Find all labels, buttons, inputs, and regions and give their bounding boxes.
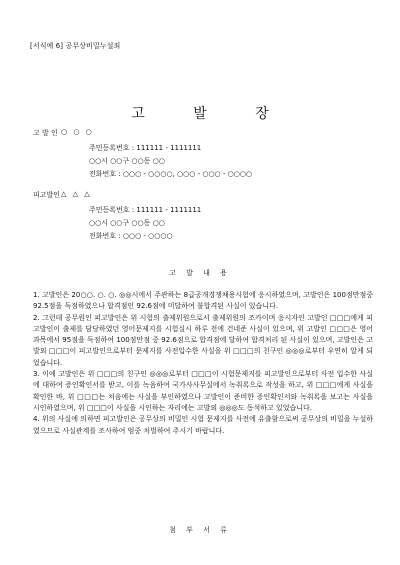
section-title: 고 발 내 용 (169, 269, 231, 277)
accused-name: △ △ △ (61, 190, 92, 198)
paragraph: 4. 위의 사실에 의하면 피고발인은 공무상의 비밀인 시험 문제지를 사전에 유출함으로써 공무상의 비밀을 누설하였으므로 사실관계를 조사하여 엄중 처벌하여 주시기 바랍니다. (33, 415, 373, 435)
document-title: 고 발 장 (131, 106, 291, 122)
paragraph: 3. 이에 고발인은 위 □□□의 친구인 ◎◎◎로부터 □□□이 시험문제지를 피고발인으로부터 사전 입수한 사실에 대하여 증인확인서를 받고, 이를 녹음하여 국가사사무실에서 녹취록으로 작성을 하고, 위 □□□에게 사실을 확인한 바, 위 □□□는 처음에는 사실을 부인하였으나 고발인이 준비한 증인확인서와 녹취록을 보고는 사실을 시인하였으며, 위 □□□이 사실을 시인하는 자리에는 고발외 ◎◎◎도 동석하고 있었습니다. (33, 370, 373, 412)
form-label: [서식예 6] 공무상비밀누설죄 (30, 42, 121, 50)
paragraph: 1. 고발인은 20○○. ○. ○. ◎◎시에서 주관하는 8급공개경쟁채용시험에 응시하였으며, 고발인은 100점만점중 92.5점을 득점하였으나 합격점인 92.6점에 미달하여 불합격된 사실이 있습니다. (33, 291, 373, 311)
accused-id: 주민등록번호 : 111111 - 1111111 (89, 206, 202, 214)
attachments-title: 첨 부 서 류 (169, 526, 231, 534)
complaint-body (33, 290, 373, 437)
complainant-address: ○○시 ○○구 ○○동 ○○ (89, 157, 165, 165)
paragraph: 2. 그런데 공무원인 피고발인은 위 시험의 출제위원으로서 출제위원의 조카이며 응시자인 고발인 □□□에게 피고발인이 출제를 담당하였던 영어문제지를 시험실시 하루 전에 건네준 사실이 있으며, 위 고발인 □□□은 영어과목에서 95점을 득점하여 100점만점 중 92.6점으로 합격점에 달하여 합격처리 된 사실이 있으며, 고발인은 고발외 □□□이 피고발인으로부터 문제지를 사전입수한 사실을 위 □□□의 친구인 ◎◎◎로부터 우연히 알게 되었습니다. (33, 313, 373, 367)
complainant-phone: 전화번호 : ○○○ - ○○○○, ○○○ - ○○○ - ○○○○ (89, 170, 253, 178)
complainant-name: ○ ○ ○ (61, 128, 94, 136)
complainant-role: 고 발 인 (33, 129, 58, 137)
complainant-id: 주민등록번호 : 111111 - 1111111 (89, 144, 202, 152)
accused-address: ○○시 ○○구 ○○동 ○○ (89, 219, 165, 227)
accused-phone: 전화번호 : ○○○ - ○○○○ (89, 232, 173, 240)
accused-role: 피고발인 (33, 191, 61, 199)
